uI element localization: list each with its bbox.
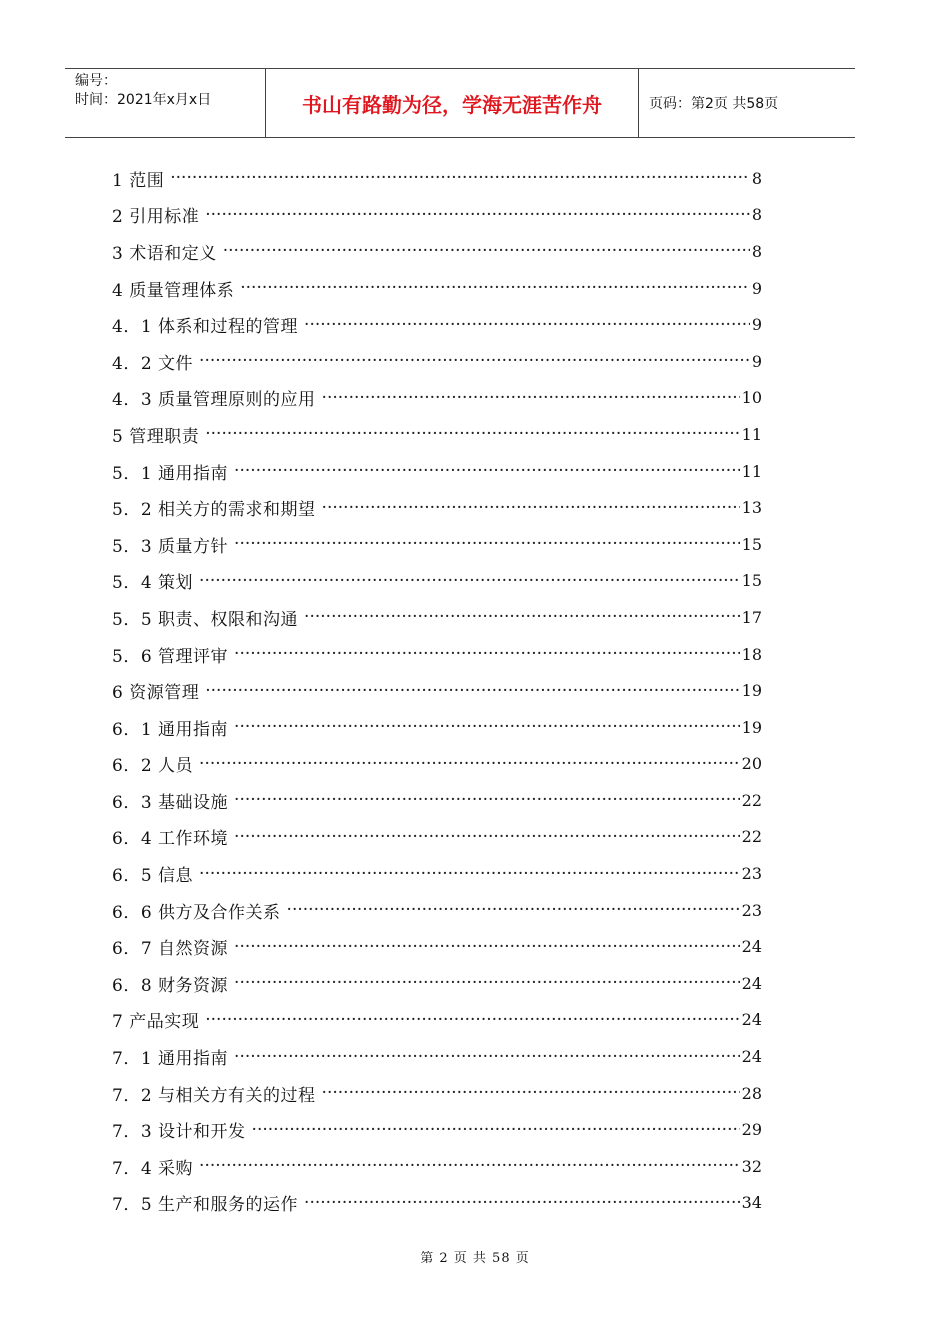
toc-leader-dots [234, 644, 740, 664]
toc-entry-page: 22 [741, 790, 762, 810]
toc-entry-page: 8 [751, 168, 762, 188]
page-footer: 第 2 页 共 58 页 [420, 1251, 530, 1266]
toc-entry-page: 24 [741, 973, 762, 993]
toc-entry-label: 6．8 财务资源 [112, 975, 229, 996]
toc-entry-page: 23 [741, 900, 762, 920]
toc-entry-label: 6．3 基础设施 [112, 792, 229, 813]
toc-entry-page: 11 [741, 424, 762, 444]
toc-entry-label: 2 引用标准 [112, 207, 200, 228]
toc-leader-dots [205, 205, 750, 225]
toc-entry-label: 1 范围 [112, 170, 165, 191]
header-meta [65, 69, 266, 137]
toc-leader-dots [170, 168, 750, 188]
toc-leader-dots [205, 1010, 739, 1030]
toc-entry[interactable] [112, 746, 762, 783]
toc-entry[interactable] [112, 1148, 762, 1185]
toc-leader-dots [234, 973, 740, 993]
toc-leader-dots [234, 827, 740, 847]
document-time: 时间：2021年x月x日 [75, 92, 212, 108]
toc-entry-page: 9 [751, 278, 762, 298]
toc-leader-dots [322, 388, 740, 408]
toc-leader-dots [322, 1083, 740, 1103]
toc-entry[interactable] [112, 1075, 762, 1112]
toc-leader-dots [234, 461, 740, 481]
toc-entry-page: 24 [741, 937, 762, 957]
toc-entry-page: 22 [741, 827, 762, 847]
toc-leader-dots [234, 937, 740, 957]
toc-entry-label: 7．5 生产和服务的运作 [112, 1195, 299, 1216]
toc-entry[interactable] [112, 1038, 762, 1075]
toc-leader-dots [240, 278, 750, 298]
toc-entry[interactable] [112, 1002, 762, 1039]
toc-entry[interactable] [112, 1185, 762, 1222]
toc-entry-label: 5．4 策划 [112, 573, 194, 594]
page-header [65, 68, 855, 138]
toc-entry-label: 5．6 管理评审 [112, 646, 229, 667]
toc-entry-label: 6 资源管理 [112, 683, 200, 704]
toc-entry[interactable] [112, 599, 762, 636]
toc-entry-label: 5 管理职责 [112, 426, 200, 447]
toc-entry-label: 5．1 通用指南 [112, 463, 229, 484]
toc-entry-label: 5．3 质量方针 [112, 536, 229, 557]
toc-leader-dots [199, 864, 740, 884]
toc-entry[interactable] [112, 709, 762, 746]
toc-entry-page: 19 [741, 717, 762, 737]
toc-entry-label: 5．2 相关方的需求和期望 [112, 500, 316, 521]
toc-entry[interactable] [112, 453, 762, 490]
toc-entry[interactable] [112, 965, 762, 1002]
toc-entry[interactable] [112, 855, 762, 892]
toc-entry-label: 7．1 通用指南 [112, 1049, 229, 1070]
toc-entry[interactable] [112, 343, 762, 380]
toc-entry-label: 4．2 文件 [112, 353, 194, 374]
toc-entry-label: 6．7 自然资源 [112, 939, 229, 960]
toc-entry-page: 17 [741, 607, 762, 627]
toc-entry-label: 6．6 供方及合作关系 [112, 902, 281, 923]
toc-entry-label: 6．5 信息 [112, 866, 194, 887]
toc-entry-page: 32 [741, 1156, 762, 1176]
toc-entry-page: 11 [741, 461, 762, 481]
toc-entry[interactable] [112, 270, 762, 307]
toc-leader-dots [287, 900, 740, 920]
toc-entry-page: 13 [741, 498, 762, 518]
toc-entry-page: 15 [741, 571, 762, 591]
toc-leader-dots [252, 1120, 740, 1140]
toc-entry[interactable] [112, 526, 762, 563]
toc-entry-page: 24 [741, 1047, 762, 1067]
header-page-info: 页码：第2页 共58页 [649, 96, 779, 112]
toc-entry-label: 7．4 采购 [112, 1158, 194, 1179]
toc-leader-dots [199, 351, 750, 371]
toc-entry-label: 5．5 职责、权限和沟通 [112, 609, 299, 630]
toc-leader-dots [199, 754, 740, 774]
toc-leader-dots [234, 534, 740, 554]
toc-entry-page: 18 [741, 644, 762, 664]
toc-entry[interactable] [112, 563, 762, 600]
toc-entry-page: 8 [751, 205, 762, 225]
toc-entry-page: 23 [741, 864, 762, 884]
toc-entry[interactable] [112, 672, 762, 709]
toc-leader-dots [199, 571, 740, 591]
toc-leader-dots [304, 1193, 740, 1213]
toc-entry-label: 6．2 人员 [112, 756, 194, 777]
table-of-contents [112, 160, 762, 1221]
toc-leader-dots [322, 498, 740, 518]
toc-entry[interactable] [112, 233, 762, 270]
toc-entry[interactable] [112, 306, 762, 343]
toc-entry-label: 7．2 与相关方有关的过程 [112, 1085, 316, 1106]
header-motto: 书山有路勤为径，学海无涯苦作舟 [266, 69, 639, 137]
toc-entry[interactable] [112, 782, 762, 819]
toc-entry[interactable] [112, 819, 762, 856]
toc-entry-label: 6．4 工作环境 [112, 829, 229, 850]
toc-entry[interactable] [112, 892, 762, 929]
toc-entry[interactable] [112, 416, 762, 453]
toc-entry-page: 29 [741, 1120, 762, 1140]
toc-entry-page: 34 [741, 1193, 762, 1213]
toc-entry-page: 19 [741, 681, 762, 701]
toc-leader-dots [223, 241, 750, 261]
toc-entry-page: 9 [751, 315, 762, 335]
toc-leader-dots [205, 681, 739, 701]
toc-entry-label: 4 质量管理体系 [112, 280, 235, 301]
toc-entry[interactable] [112, 636, 762, 673]
toc-leader-dots [205, 424, 739, 444]
toc-entry-page: 28 [741, 1083, 762, 1103]
toc-entry-label: 4．1 体系和过程的管理 [112, 317, 299, 338]
toc-entry-page: 20 [741, 754, 762, 774]
toc-entry-label: 6．1 通用指南 [112, 719, 229, 740]
toc-leader-dots [234, 1047, 740, 1067]
toc-entry-label: 7 产品实现 [112, 1012, 200, 1033]
toc-leader-dots [199, 1156, 740, 1176]
toc-entry[interactable] [112, 928, 762, 965]
toc-entry-page: 15 [741, 534, 762, 554]
document-number-label: 编号： [75, 73, 117, 89]
toc-leader-dots [234, 790, 740, 810]
toc-leader-dots [304, 607, 740, 627]
toc-entry-page: 10 [741, 388, 762, 408]
toc-entry[interactable] [112, 197, 762, 234]
toc-entry-label: 3 术语和定义 [112, 243, 217, 264]
toc-entry[interactable] [112, 160, 762, 197]
toc-leader-dots [304, 315, 750, 335]
toc-entry-page: 9 [751, 351, 762, 371]
toc-entry-label: 4．3 质量管理原则的应用 [112, 390, 316, 411]
toc-entry[interactable] [112, 1111, 762, 1148]
toc-entry-page: 8 [751, 241, 762, 261]
toc-entry[interactable] [112, 380, 762, 417]
toc-entry-page: 24 [741, 1010, 762, 1030]
toc-entry-label: 7．3 设计和开发 [112, 1122, 246, 1143]
toc-entry[interactable] [112, 489, 762, 526]
toc-leader-dots [234, 717, 740, 737]
